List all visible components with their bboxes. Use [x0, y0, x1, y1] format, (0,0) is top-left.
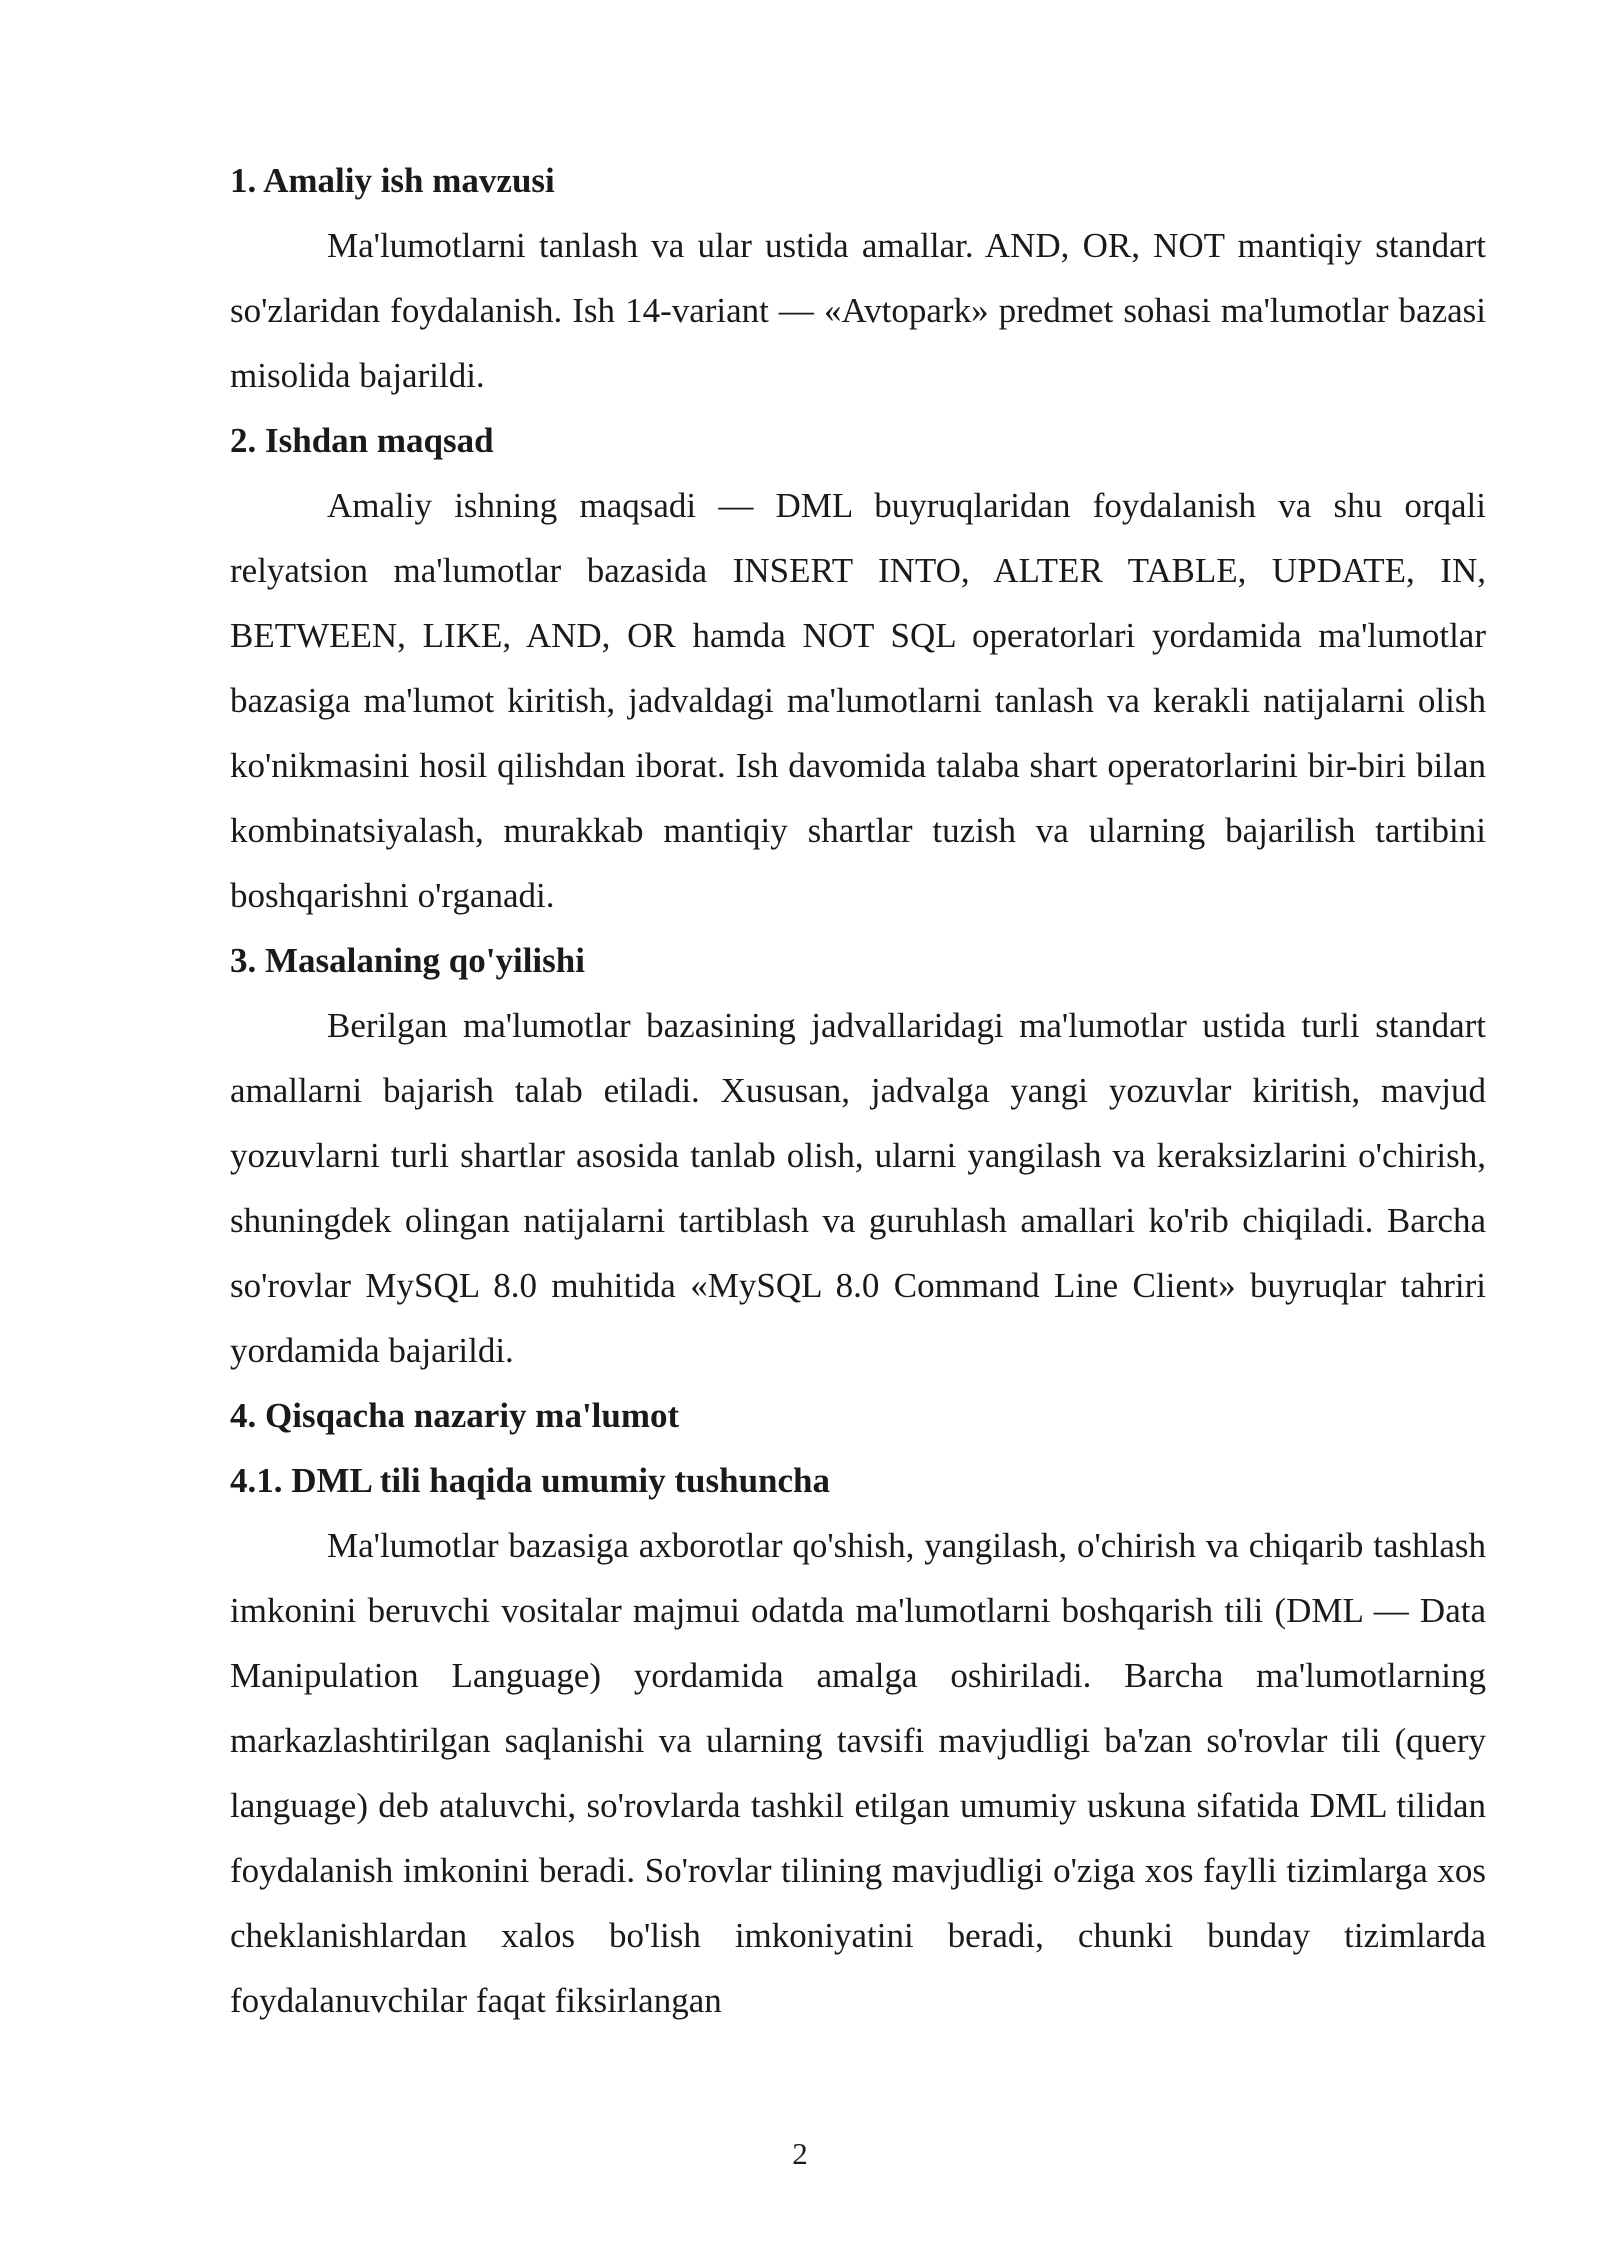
section-3-text: Berilgan ma'lumotlar bazasining jadvallaridagi ma'lumotlar ustida turli standart amallarni bajarish talab etiladi. Xususan, jadvalga yangi yozuvlar kiritish, mavjud yozuvlarni turli shartlar asosida tanlab olish, ularni yangilash va keraksizlarini o'chirish, shuningdek olingan natijalarni tartiblash va guruhlash amallari ko'rib chiqiladi. Barcha so'rovlar MySQL 8.0 muhitida «MySQL 8.0 Command Line Client» buyruqlar tahriri yordamida bajarildi.: [230, 1006, 1486, 1370]
section-2-heading: 2. Ishdan maqsad: [230, 421, 494, 460]
document-page: [230, 148, 1486, 2033]
section-4-1-heading: 4.1. DML tili haqida umumiy tushuncha: [230, 1461, 831, 1500]
section-1-heading: 1. Amaliy ish mavzusi: [230, 161, 555, 200]
section-4-heading: 4. Qisqacha nazariy ma'lumot: [230, 1396, 680, 1435]
section-3-heading: 3. Masalaning qo'yilishi: [230, 941, 585, 980]
section-2-text: Amaliy ishning maqsadi — DML buyruqlaridan foydalanish va shu orqali relyatsion ma'lumotlar bazasida INSERT INTO, ALTER TABLE, UPDATE, IN, BETWEEN, LIKE, AND, OR hamda NOT SQL operatorlari yordamida ma'lumotlar bazasiga ma'lumot kiritish, jadvaldagi ma'lumotlarni tanlash va kerakli natijalarni olish ko'nikmasini hosil qilishdan iborat. Ish davomida talaba shart operatorlarini bir-biri bilan kombinatsiyalash, murakkab mantiqiy shartlar tuzish va ularning bajarilish tartibini boshqarishni o'rganadi.: [230, 486, 1486, 915]
section-4-1-text: Ma'lumotlar bazasiga axborotlar qo'shish, yangilash, o'chirish va chiqarib tashlash imkonini beruvchi vositalar majmui odatda ma'lumotlarni boshqarish tili (DML — Data Manipulation Language) yordamida amalga oshiriladi. Barcha ma'lumotlarning markazlashtirilgan saqlanishi va ularning tavsifi mavjudligi ba'zan so'rovlar tili (query language) deb ataluvchi, so'rovlarda tashkil etilgan umumiy uskuna sifatida DML tilidan foydalanish imkonini beradi. So'rovlar tilining mavjudligi o'ziga xos faylli tizimlarga xos cheklanishlardan xalos bo'lish imkoniyatini beradi, chunki bunday tizimlarda foydalanuvchilar faqat fiksirlangan: [230, 1526, 1486, 2020]
page-number: 2: [792, 2136, 808, 2171]
section-1-text: Ma'lumotlarni tanlash va ular ustida amallar. AND, OR, NOT mantiqiy standart so'zlaridan foydalanish. Ish 14-variant — «Avtopark» predmet sohasi ma'lumotlar bazasi misolida bajarildi.: [230, 226, 1486, 395]
